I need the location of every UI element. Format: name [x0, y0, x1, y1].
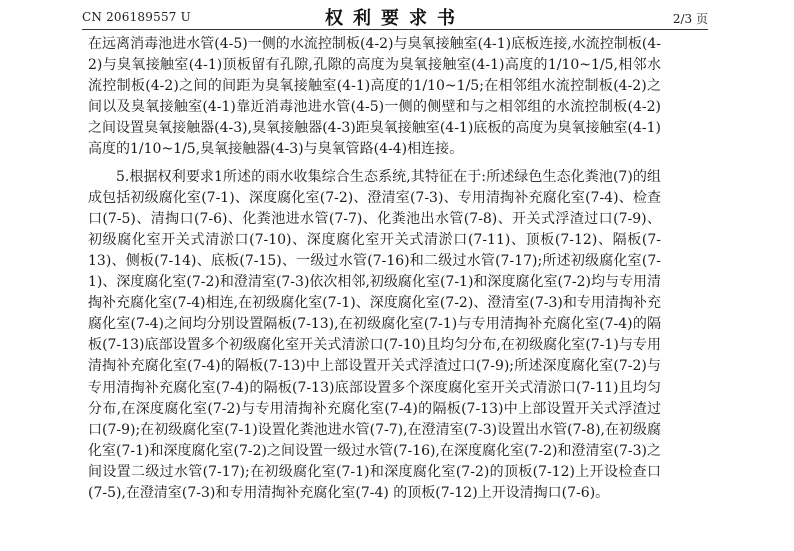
- claim-5-paragraph: 5.根据权利要求1所述的雨水收集综合生态系统,其特征在于:所述绿色生态化粪池(7)的组成包括初级腐化室(7-1)、深度腐化室(7-2)、澄清室(7-3)、专用清掏补充腐化室(7-4)、检查口(7-5)、清掏口(7-6)、化粪池进水管(7-7)、化粪池出水管(7-8)、开关式浮渣过口(7-9)、初级腐化室开关式清淤口(7-10)、深度腐化室开关式清淤口(7-11)、顶板(7-12)、隔板(7-13)、侧板(7-14)、底板(7-15)、一级过水管(7-16)和二级过水管(7-17);所述初级腐化室(7-1)、深度腐化室(7-2)和澄清室(7-3)依次相邻,初级腐化室(7-1)和深度腐化室(7-2)均与专用清掏补充腐化室(7-4)相连,在初级腐化室(7-1)、深度腐化室(7-2)、澄清室(7-3)和专用清掏补充腐化室(7-4)之间均分别设置隔板(7-13),在初级腐化室(7-1)与专用清掏补充腐化室(7-4)的隔板(7-13)底部设置多个初级腐化室开关式清淤口(7-10)且均匀分布,在初级腐化室(7-1)与专用清掏补充腐化室(7-4)的隔板(7-13)中上部设置开关式浮渣过口(7-9);所述深度腐化室(7-2)与专用清掏补充腐化室(7-4)的隔板(7-13)底部设置多个深度腐化室开关式清淤口(7-11)且均匀分布,在深度腐化室(7-2)与专用清掏补充腐化室(7-4)的隔板(7-13)中上部设置开关式浮渣过口(7-9);在初级腐化室(7-1)设置化粪池进水管(7-7),在澄清室(7-3)设置出水管(7-8),在初级腐化室(7-1)和深度腐化室(7-2)之间设置一级过水管(7-16),在深度腐化室(7-2)和澄清室(7-3)之间设置二级过水管(7-17);在初级腐化室(7-1)和深度腐化室(7-2)的顶板(7-12)上开设检查口(7-5),在澄清室(7-3)和专用清掏补充腐化室(7-4) 的顶板(7-12)上开设清掏口(7-6)。: [88, 168, 661, 501]
- document-title: 权利要求书: [325, 8, 465, 29]
- page-number: 2/3 页: [672, 12, 708, 26]
- claim-paragraph-continued: 在远离消毒池进水管(4-5)一侧的水流控制板(4-2)与臭氧接触室(4-1)底板连接,水流控制板(4-2)与臭氧接触室(4-1)顶板留有孔隙,孔隙的高度为臭氧接触室(4-1)高度的1/10~1/5,相邻水流控制板(4-2)之间的间距为臭氧接触室(4-1)高度的1/10~1/5;在相邻组水流控制板(4-2)之间以及臭氧接触室(4-1)靠近消毒池进水管(4-5)一侧的侧壁和与之相邻组的水流控制板(4-2)之间设置臭氧接触器(4-3),臭氧接触器(4-3)距臭氧接触室(4-1)底板的高度为臭氧接触室(4-1)高度的1/10~1/5,臭氧接触器(4-3)与臭氧管路(4-4)相连接。: [88, 36, 661, 158]
- page-header: [82, 4, 708, 28]
- patent-number: CN 206189557 U: [82, 10, 191, 24]
- header-divider: [82, 29, 708, 30]
- claims-text: [88, 34, 661, 504]
